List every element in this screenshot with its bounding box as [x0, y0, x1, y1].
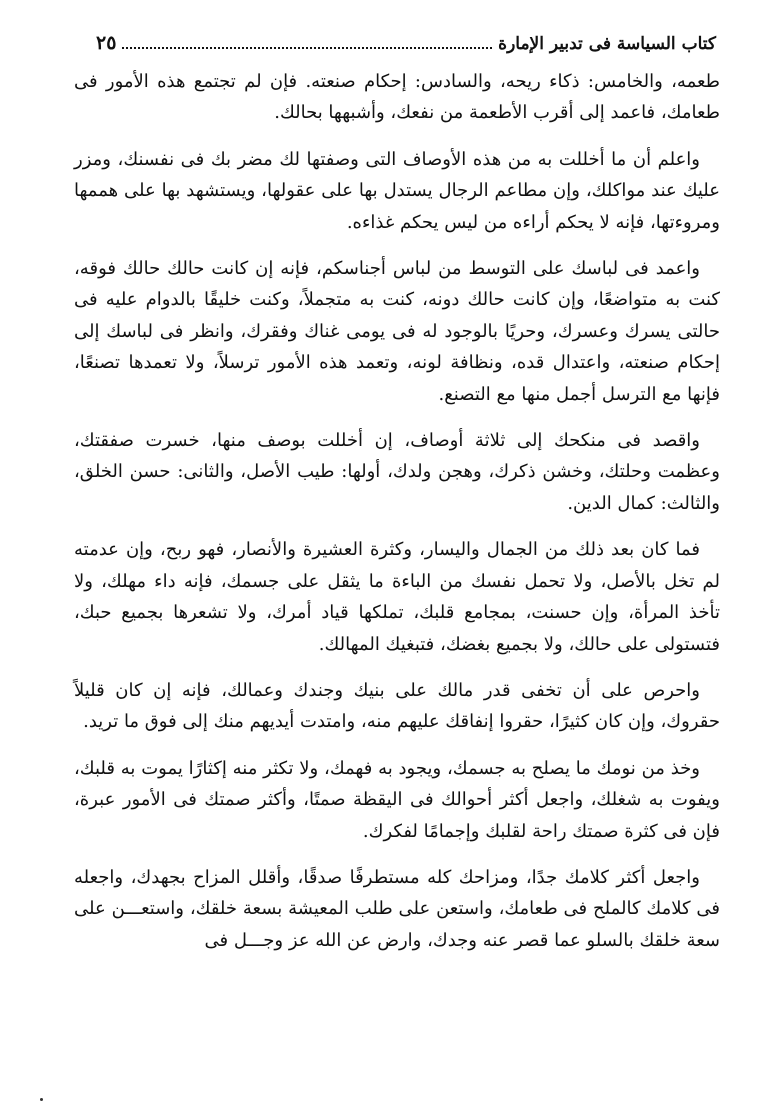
header-leader-dots — [122, 33, 492, 49]
paragraph: واعمد فى لباسك على التوسط من لباس أجناسكم، فإنه إن كانت حالك حالك فوقه، كنت به متواضعًا، وإن كانت حالك دونه، كنت به متجملاً، وكنت خليقًا بالدوام عليه فى حالتى يسرك وعسرك، وحريًا بالوجود له فى يومى غناك وفقرك، وانظر فى لباسك إلى إحكام صنعته، واعتدال قده، ونظافة لونه، وتعمد هذه الأمور ترسلاً، ولا تعمدها تصنعًا، فإنها مع الترسل أجمل منها مع التصنع. — [74, 258, 720, 405]
running-header — [96, 32, 716, 60]
paragraph: واحرص على أن تخفى قدر مالك على بنيك وجندك وعمالك، فإنه إن كان قليلاً حقروك، وإن كان كثيرًا، حقروا إنفاقك عليهم منه، وامتدت أيديهم منك إلى فوق ما تريد. — [74, 679, 720, 733]
book-title: كتاب السياسة فى تدبير الإمارة — [498, 34, 716, 54]
paragraph: وخذ من نومك ما يصلح به جسمك، ويجود به فهمك، ولا تكثر منه إكثارًا يموت به قلبك، ويفوت به شغلك، واجعل أكثر أحوالك فى اليقظة صمتًا، وأكثر صمتك فى الأمور عبرة، فإن فى كثرة صمتك راحة لقلبك وإجمامًا لفكرك. — [74, 757, 720, 842]
paragraph: فما كان بعد ذلك من الجمال واليسار، وكثرة العشيرة والأنصار، فهو ربح، وإن عدمته لم تخل بالأصل، ولا تحمل نفسك من الباءة ما يثقل على جسمك، فإنه داء مهلك، ولا تأخذ المرأة، وإن حسنت، بمجامع قلبك، تملكها قياد أمرك، ولا تشعرها بجميع حبك، فتستولى على حالك، ولا بجميع بغضك، فتبغيك المهالك. — [74, 539, 720, 655]
paragraph: واعلم أن ما أخللت به من هذه الأوصاف التى وصفتها لك مضر بك فى نفسنك، ومزر عليك عند مواكلك، وإن مطاعم الرجال يستدل بها على عقولها، ويستشهد بها على هممها ومروءتها، فإنه لا يحكم أراءه من ليس يحكم غذاءه. — [74, 148, 720, 233]
page-number: ٢٥ — [96, 32, 117, 54]
scan-speck — [40, 1098, 43, 1101]
paragraph: واجعل أكثر كلامك جدًا، ومزاحك كله مستطرفًا صدقًا، وأقلل المزاح بجهدك، واجعله فى كلامك كالملح فى طعامك، واستعن على طلب المعيشة بسعة خلقك، واستعـــن على سعة خلقك بالسلو عما قصر عنه وجدك، وارض عن الله عز وجـــل فى — [74, 866, 720, 951]
paragraph: طعمه، والخامس: ذكاء ريحه، والسادس: إحكام صنعته. فإن لم تجتمع هذه الأمور فى طعامك، فاعمد إلى أقرب الأطعمة من نفعك، وأشبهها بحالك. — [74, 71, 720, 124]
page-body — [74, 66, 720, 971]
paragraph: واقصد فى منكحك إلى ثلاثة أوصاف، إن أخللت بوصف منها، خسرت صفقتك، وعظمت وحلتك، وخشن ذكرك، وهجن ولدك، أولها: طيب الأصل، والثانى: حسن الخلق، والثالث: كمال الدين. — [74, 430, 720, 514]
